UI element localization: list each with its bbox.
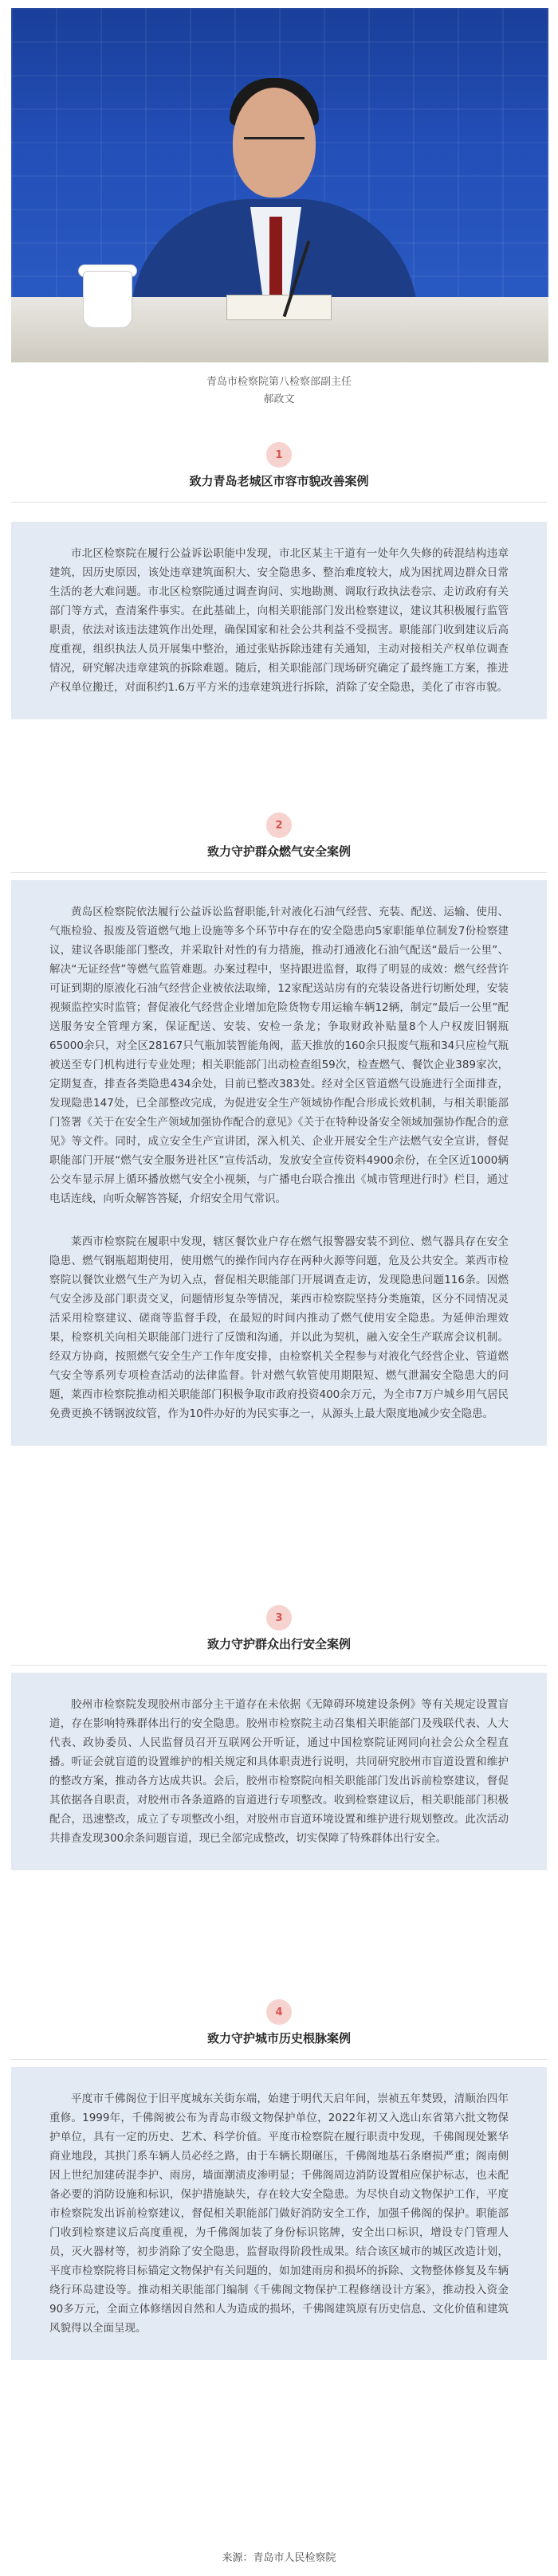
section-title: 致力守护城市历史根脉案例: [206, 2031, 351, 2046]
section-title: 致力守护群众出行安全案例: [206, 1637, 351, 1651]
section-number-badge: [266, 812, 292, 838]
case-box: [11, 522, 547, 719]
section-divider: [11, 1665, 547, 1666]
section-title: 致力守护群众燃气安全案例: [206, 844, 351, 859]
section-divider: [11, 872, 547, 873]
section-number-badge: [266, 1999, 292, 2025]
case-paragraph: 平度市千佛阁位于旧平度城东关街东端，始建于明代天启年间，崇祯五年焚毁，清顺治四年重修。1999年，千佛阁被公布为青岛市级文物保护单位，2022年初又入选山东省第六批文物保护单位，具有一定的历史、艺术、科学价值。平度市检察院在履行职责中发现，千佛阁现处繁华商业地段，其拱门系车辆人员必经之路，由于车辆长期碾压，千佛阁地基石条磨损严重；阁南侧因上世纪加建砖混李护、雨房，墙面潮渍皮渗明显；千佛阁周边消防设置相应保护标志，也未配备必要的消防设施和标识，保护措施缺失，存在较大安全隐患。为尽快自动文物保护工作，平度市检察院发出诉前检察建议，督促相关职能部门做好消防安全工作，加强千佛阁的保护。职能部门收到检察建议后高度重视，为千佛阁加装了身份标识铭牌，安全出口标识，增设专门管理人员，灭火器材等，初步消除了安全隐患，监督取得阶段性成果。结合该区城市的城区改造计划，平度市检察院将目标锚定文物保护有关问题的，如加建雨房和损坏的拆除、文物整体修复及车辆绕行环岛建设等。推动相关职能部门编制《千佛阁文物保护工程修缮设计方案》，推动投入资金90多万元，全面立体修缮因自然和人为造成的损坏，千佛阁建筑原有历史信息、文化价值和建筑风貌得以全面呈现。: [49, 2093, 509, 2335]
case-paragraph: 市北区检察院在履行公益诉讼职能中发现，市北区某主干道有一处年久失修的砖混结构违章建筑，因历史原因，该处违章建筑面积大、安全隐患多、整治难度较大，成为困扰周边群众日常生活的老大难问题。市北区检察院通过调查询问、实地勘测、调取行政执法卷宗、走访政府有关部门等方式，查清案件事实。在此基础上，向相关职能部门发出检察建议，建议其积极履行监管职责，依法对该违法建筑作出处理，确保国家和社会公共利益不受损害。职能部门收到建议后高度重视，组织执法人员开展集中整治，通过张贴拆除违建有关通知，主动对接相关产权单位调查情况，研究解决违章建筑的拆除难题。随后，相关职能部门现场研究确定了最终施工方案，推进产权单位搬迁，对面积约1.6万平方米的违章建筑进行拆除，消除了安全隐患，美化了市容市貌。: [49, 547, 509, 694]
speaker-glasses: [244, 137, 305, 154]
section-divider: [11, 2059, 547, 2060]
section-divider: [11, 502, 547, 503]
section-number: 1: [275, 448, 283, 461]
case-box: [11, 880, 547, 1446]
case-paragraph: 黄岛区检察院依法履行公益诉讼监督职能,针对液化石油气经营、充装、配送、运输、使用、气瓶检验、报废及管道燃气地上设施等多个环节中存在的安全隐患向5家职能单位制发7份检察建议，建议各职能部门整改，并采取针对性的有力措施，推动打通液化石油气配送“最后一公里”、解决“无证经营”等燃气监管难题。办案过程中，坚持跟进监督，取得了明显的成效：燃气经营许可证到期的原液化石油气经营企业被依法取缔，12家配送站房有的充装设备进行切断处理，安装视频监控实时监管；督促液化气经营企业增加危险货物专用运输车辆12辆，制定“最后一公里”配送服务安全管理方案，保证配送、安装、安检一条龙；争取财政补贴量8个人户权废旧钢瓶65000余只，对全区28167只气瓶加装智能角阀，蓝天推放的160余只报废气瓶和34只应检气瓶被送至专门机构进行专业处理；相关职能部门出动检查组59次，检查燃气、餐饮企业389家次，定期复查，排查各类隐患434余处，目前已整改383处。经对全区管道燃气设施进行全面排查，发现隐患147处，已全部整改完成，为促进安全生产领域协作配合形成长效机制，与相关职能部门签署《关于在安全生产领域加强协作配合的意见》《关于在特种设备安全领域加强协作配合的意见》等文件。同时，成立安全生产宣讲团，深入机关、企业开展安全生产法燃气安全宣讲，督促职能部门开展“燃气安全服务进社区”宣传活动，发放安全宣传资料4900余份，在全区近1000辆公交车显示屏上循环播放燃气安全小视频，与广播电台联合推出《城市管理进行时》栏目，通过电话连线，向听众解答答疑，介绍安全用气常识。: [49, 906, 509, 1205]
photo-caption-title: 青岛市检察院第八检察部副主任: [206, 376, 352, 388]
case-box: [11, 1673, 547, 1870]
section-title: 致力青岛老城区市容市貌改善案例: [189, 474, 369, 488]
case-paragraph: 胶州市检察院发现胶州市部分主干道存在未依据《无障碍环境建设条例》等有关规定设置盲道，存在影响特殊群体出行的安全隐患。胶州市检察院主动召集相关职能部门及残联代表、人大代表、政协委员、人民监督员召开互联网公开听证，通过中国检察院证网同向社会公众全程直播。听证会就盲道的设置维护的相关规定和具体职责进行说明，共同研究胶州市盲道设置和维护的整改方案，推动各方达成共识。会后，胶州市检察院向相关职能部门发出诉前检察建议，督促其依据各自职责，对胶州市各条道路的盲道进行专项整改。收到检察建议后，相关职能部门积极配合，迅速整改，成立了专项整改小组，对胶州市盲道环境设置和维护进行规划整改。此次活动共排查发现300余条问题盲道，现已全部完成整改，切实保障了特殊群体出行安全。: [49, 1698, 509, 1845]
photo-caption-name: 郝政文: [263, 393, 295, 405]
speaker-tie: [269, 217, 282, 304]
section-number: 3: [275, 1611, 283, 1624]
case-box: [11, 2067, 547, 2360]
speaker-photo: [11, 8, 548, 362]
nameplate: [226, 295, 332, 320]
tea-cup-icon: [83, 271, 132, 328]
case-paragraph: 莱西市检察院在履职中发现，辖区餐饮业户存在燃气报警器安装不到位、燃气器具存在安全隐患、燃气钢瓶超期使用，使用燃气的操作间内存在两种火源等问题，危及公共安全。莱西市检察院以餐饮业燃气生产为切入点，督促相关职能部门开展调查走访，发现隐患问题116条。因燃气安全涉及部门职责交叉，问题情形复杂等情况，莱西市检察院坚持分类施策，区分不同情况灵活采用检察建议、磋商等监督手段，在最短的时间内推动了燃气使用安全隐患。为延伸治理效果，检察机关向相关职能部门进行了反馈和沟通，并以此为契机，融入安全生产联席会议机制。经双方协商，按照燃气安全生产工作年度安排，由检察机关全程参与对液化气经营企业、管道燃气安全等系列专项检查活动的法律监督。针对燃气软管使用期限短、燃气泄漏安全隐患大的问题，莱西市检察院推动相关职能部门积极争取市政府投资400余万元，为全市7万户城乡用气居民免费更换不锈钢波纹管，作为10件办好的为民实事之一，从源头上最大限度地减少安全隐患。: [49, 1235, 509, 1420]
source-credit: 来源：青岛市人民检察院: [222, 2552, 336, 2564]
section-number: 2: [275, 819, 283, 832]
section-number-badge: [266, 1605, 292, 1631]
section-number-badge: [266, 442, 292, 468]
section-number: 4: [275, 2006, 283, 2018]
